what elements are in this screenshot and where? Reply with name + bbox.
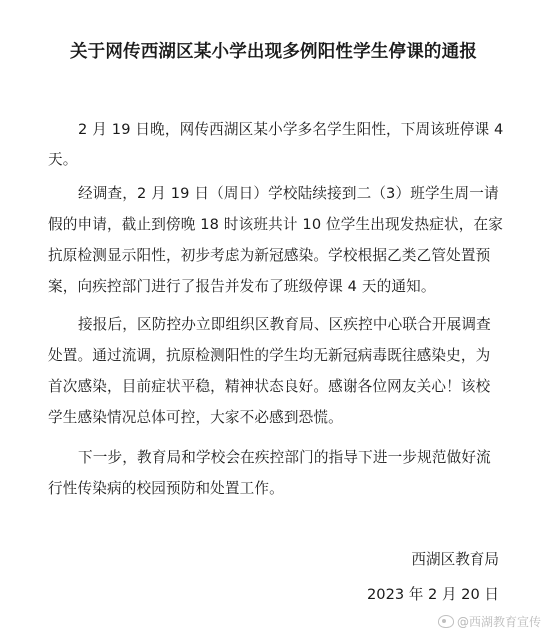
paragraph-4-line-2: 行性传染病的校园预防和处置工作。 [48,480,284,497]
paragraph-1-line-2: 天。 [48,151,78,168]
paragraph-4-line-1: 下一步，教育局和学校会在疾控部门的指导下进一步规范做好流 [78,449,491,466]
paragraph-2-line-2: 假的申请，截止到傍晚 18 时该班共计 10 位学生出现发热症状，在家 [48,216,503,233]
paragraph-2-line-4: 案，向疾控部门进行了报告并发布了班级停课 4 天的通知。 [48,278,436,295]
weibo-icon [438,615,454,628]
watermark [438,613,541,630]
paragraph-3-line-1: 接报后，区防控办立即组织区教育局、区疾控中心联合开展调查 [78,316,491,333]
paragraph-3-line-2: 处置。通过流调，抗原检测阳性的学生均无新冠病毒既往感染史，为 [48,347,491,364]
paragraph-2-line-3: 抗原检测显示阳性，初步考虑为新冠感染。学校根据乙类乙管处置预 [48,247,491,264]
signature-date: 2023 年 2 月 20 日 [367,586,499,603]
document-title: 关于网传西湖区某小学出现多例阳性学生停课的通报 [69,42,478,62]
paragraph-1-line-1: 2 月 19 日晚，网传西湖区某小学多名学生阳性，下周该班停课 4 [78,121,504,138]
signature-org: 西湖区教育局 [411,551,499,568]
paragraph-3-line-3: 首次感染，目前症状平稳，精神状态良好。感谢各位网友关心！该校 [48,378,491,395]
paragraph-2-line-1: 经调查，2 月 19 日（周日）学校陆续接到二（3）班学生周一请 [78,185,499,202]
paragraph-3-line-4: 学生感染情况总体可控，大家不必感到恐慌。 [48,409,343,426]
watermark-text: @西湖教育宣传 [456,615,541,629]
